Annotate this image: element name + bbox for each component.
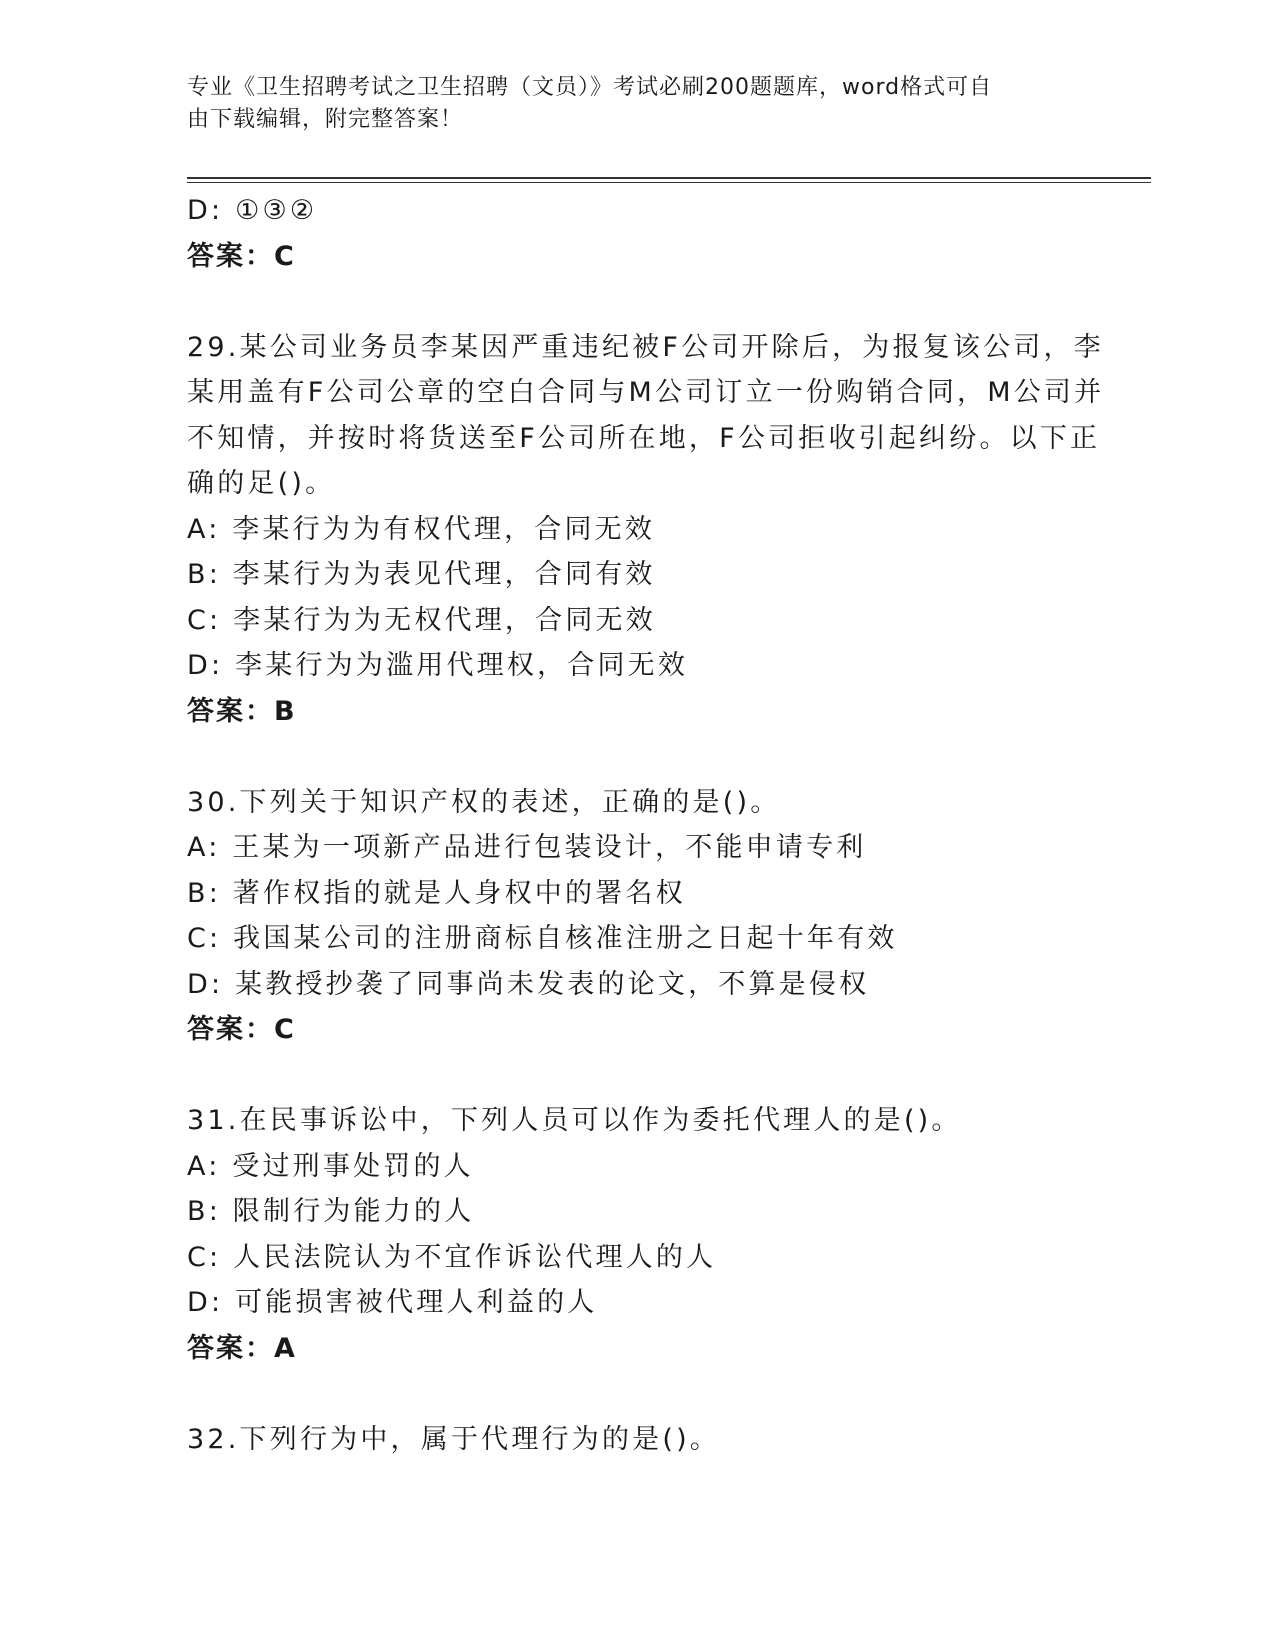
question-text: 不知情，并按时将货送至F公司所在地，F公司拒收引起纠纷。以下正	[187, 422, 1101, 454]
question-block	[187, 780, 1087, 1053]
answer-key: 答案：B	[187, 695, 297, 727]
page-header	[187, 72, 1067, 136]
question-block	[187, 325, 1105, 735]
question-text: 某用盖有F公司公章的空白合同与M公司订立一份购销合同，M公司并	[187, 377, 1105, 408]
question-list	[187, 188, 1105, 1462]
answer-option: C: 李某行为为无权代理，合同无效	[187, 604, 656, 636]
question-block	[187, 188, 1087, 279]
question-text: 30.下列关于知识产权的表述，正确的是()。	[187, 786, 781, 818]
answer-option: D: 李某行为为滥用代理权，合同无效	[187, 650, 689, 681]
question-text: 32.下列行为中，属于代理行为的是()。	[187, 1423, 721, 1455]
question-text: 确的足()。	[187, 468, 336, 499]
answer-option: C: 我国某公司的注册商标自核准注册之日起十年有效	[187, 923, 898, 954]
block-gap	[187, 1053, 1087, 1099]
answer-option: D: 某教授抄袭了同事尚未发表的论文，不算是侵权	[187, 968, 870, 1000]
answer-option: A: 王某为一项新产品进行包装设计，不能申请专利	[187, 832, 867, 863]
answer-option: A: 李某行为为有权代理，合同无效	[187, 513, 656, 545]
block-gap	[187, 1371, 1087, 1417]
answer-option: C: 人民法院认为不宜作诉讼代理人的人	[187, 1241, 717, 1273]
header-line: 专业《卫生招聘考试之卫生招聘（文员）》考试必刷200题题库，word格式可自	[187, 75, 993, 100]
header-line: 由下载编辑，附完整答案！	[187, 107, 464, 132]
question-block	[187, 1417, 1087, 1463]
question-text: 31.在民事诉讼中，下列人员可以作为委托代理人的是()。	[187, 1105, 962, 1136]
question-block	[187, 1098, 1087, 1371]
header-divider-thick	[187, 177, 1151, 179]
block-gap	[187, 279, 1087, 325]
answer-option: D: ①③②	[187, 195, 318, 226]
question-text: 29.某公司业务员李某因严重违纪被F公司开除后，为报复该公司，李	[187, 331, 1104, 363]
block-gap	[187, 734, 1087, 780]
header-divider-thin	[187, 182, 1151, 183]
answer-key: 答案：C	[187, 1014, 296, 1045]
answer-option: A: 受过刑事处罚的人	[187, 1150, 474, 1182]
answer-key: 答案：A	[187, 1332, 297, 1364]
answer-key: 答案：C	[187, 240, 296, 272]
answer-option: B: 著作权指的就是人身权中的署名权	[187, 877, 686, 909]
answer-option: B: 李某行为为表见代理，合同有效	[187, 559, 656, 590]
answer-option: D: 可能损害被代理人利益的人	[187, 1287, 598, 1318]
answer-option: B: 限制行为能力的人	[187, 1196, 475, 1227]
